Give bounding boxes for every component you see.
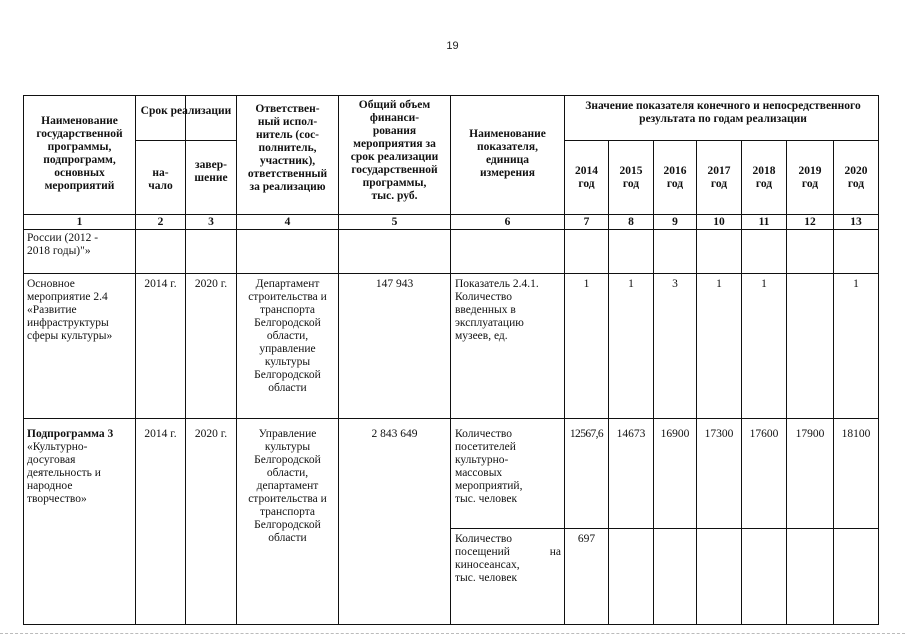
indicator-word: на <box>549 546 561 558</box>
main-activity-2-4-responsible: Департамент строительства и транспорта Белгородской области, управление культуры Белгородской области <box>248 278 327 394</box>
col-number: 5 <box>391 216 398 228</box>
col-number: 1 <box>76 216 83 228</box>
col-number: 7 <box>583 216 590 228</box>
header-values-group: Значение показателя конечного и непосредственного результата по годам реализации <box>585 100 861 125</box>
value-cell: 17600 <box>749 428 779 440</box>
header-year-2015: 2015 год <box>619 165 643 190</box>
value-cell: 1 <box>761 278 767 290</box>
header-year-2018: 2018 год <box>752 165 776 190</box>
indicator-line: Количество <box>455 533 512 545</box>
header-year-2019: 2019 год <box>798 165 822 190</box>
header-year-2016: 2016 год <box>663 165 687 190</box>
col-number: 9 <box>672 216 678 228</box>
value-cell: 18100 <box>841 428 871 440</box>
value-cell: 1 <box>853 278 859 290</box>
header-year-2014: 2014 год <box>575 165 598 190</box>
value-cell: 16900 <box>660 428 690 440</box>
value-cell: 697 <box>577 533 596 545</box>
indicator-line: киносеансах, тыс. человек <box>455 559 520 584</box>
continuation-text: России (2012 - 2018 годы)"» <box>27 232 99 257</box>
col-number: 2 <box>157 216 164 228</box>
value-cell: 1 <box>716 278 722 290</box>
subprogram-3-name <box>27 428 134 506</box>
subprogram-3-indicator-cinema <box>455 533 561 585</box>
col-number: 6 <box>504 216 511 228</box>
col-number: 10 <box>713 216 725 228</box>
page-bottom-rule <box>0 633 905 634</box>
header-start: на- чало <box>148 167 173 192</box>
value-cell: 1 <box>583 278 590 290</box>
col-number: 8 <box>628 216 634 228</box>
value-cell: 3 <box>672 278 678 290</box>
indicator-word: посещений <box>455 546 510 558</box>
subprogram-3-indicator-visitors: Количество посетителей культурно- массовых мероприятий, тыс. человек <box>455 428 523 505</box>
subprogram-3-responsible: Управление культуры Белгородской области, департамент строительства и транспорта Белгородской области <box>248 428 327 544</box>
page-number: 19 <box>446 40 459 52</box>
col-number: 4 <box>284 216 291 228</box>
subprogram-3-total: 2 843 649 <box>371 428 418 440</box>
subprogram-3-start: 2014 г. <box>144 428 177 440</box>
value-cell: 14673 <box>616 428 646 440</box>
subprogram-3-subtitle: «Культурно- досуговая деятельность и народное творчество» <box>27 441 101 505</box>
value-cell: 1 <box>628 278 634 290</box>
header-year-2017: 2017 год <box>707 165 731 190</box>
main-activity-2-4-indicator: Показатель 2.4.1. Количество введенных в эксплуатацию музеев, ед. <box>455 278 539 342</box>
value-cell: 17300 <box>704 428 734 440</box>
subprogram-3-title: Подпрограмма 3 <box>27 428 114 440</box>
header-end: завер- шение <box>194 159 228 184</box>
subprogram-3-end: 2020 г. <box>194 428 228 440</box>
header-responsible: Ответствен- ный испол- нитель (сос- полнитель, участник), ответственный за реализацию <box>247 103 328 193</box>
main-activity-2-4-start: 2014 г. <box>144 278 177 290</box>
col-number: 13 <box>850 216 862 228</box>
header-year-2020: 2020 год <box>844 165 868 190</box>
indicator-table <box>23 95 878 625</box>
indicator-line <box>455 546 561 559</box>
main-activity-2-4-total: 147 943 <box>375 278 414 290</box>
col-number: 12 <box>804 216 816 228</box>
header-program-name: Наименование государственной программы, подпрограмм, основных мероприятий <box>36 115 123 192</box>
value-cell: 17900 <box>795 428 825 440</box>
header-indicator-name: Наименование показателя, единица измерения <box>469 128 546 179</box>
main-activity-2-4-name: Основное мероприятие 2.4 «Развитие инфраструктуры сферы культуры» <box>27 278 113 342</box>
col-number: 3 <box>208 216 214 228</box>
header-period: Срок реализации <box>140 105 232 117</box>
header-total-funding: Общий объем финанси- рования мероприятия за срок реализации государственной программы, тыс. руб. <box>350 99 439 202</box>
value-cell: 12567,6 <box>569 428 604 440</box>
main-activity-2-4-end: 2020 г. <box>194 278 228 290</box>
col-number: 11 <box>758 216 770 228</box>
